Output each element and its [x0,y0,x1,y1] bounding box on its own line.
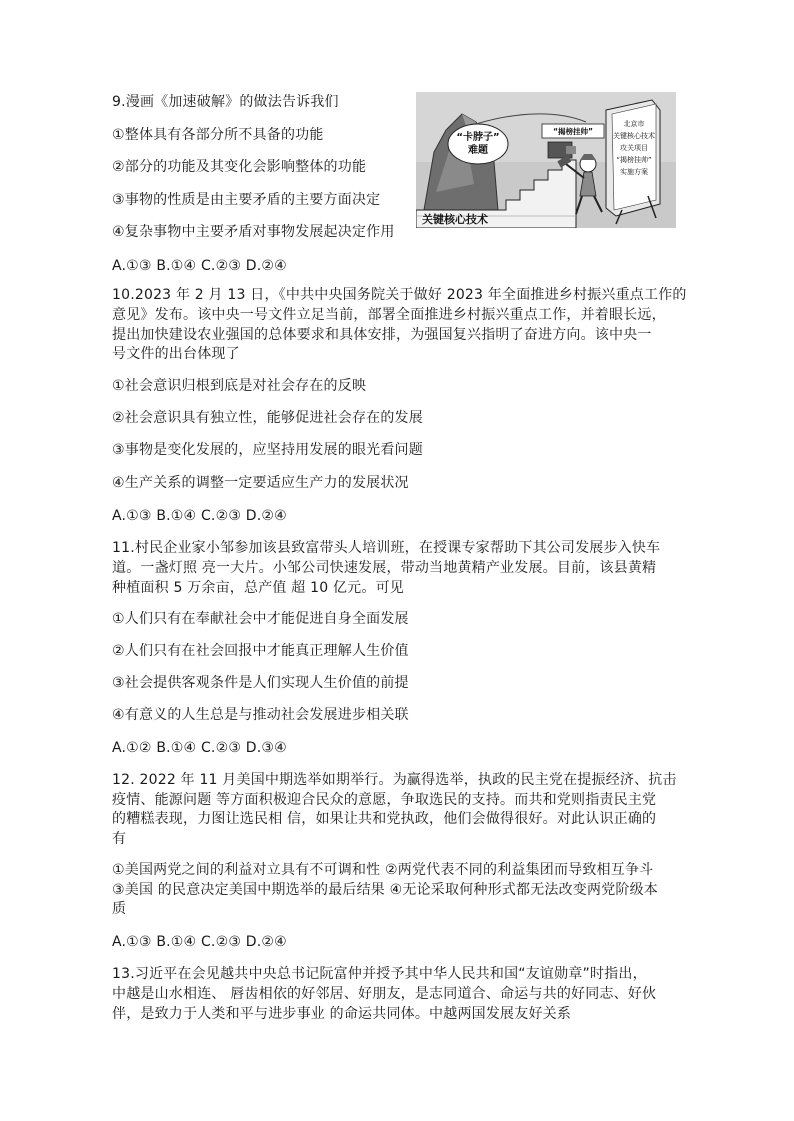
q10-stem-line-1: 10.2023 年 2 月 13 日，《中共中央国务院关于做好 2023 年全面推进乡村振兴重点工作的 [112,287,687,303]
q11-stem-line-1: 11.村民企业家小邹参加该县致富带头人培训班，在授课专家帮助下其公司发展步入快车 [112,540,661,556]
q11-stem-line-3: 种植面积 5 万余亩，总产值 超 10 亿元。可见 [112,580,404,596]
cartoon-book-line4: “揭榜挂帅” [616,156,652,164]
q10-option-2: ②社会意识具有独立性，能够促进社会存在的发展 [112,410,423,426]
cartoon-stairs-label: 关键核心技术 [422,213,488,226]
q12-stem-line-3: 的糟糕表现，力图让选民相 信，如果让共和党执政，他们会做得很好。对此认识正确的 [112,811,657,827]
q13-stem-line-3: 伴，是致力于人类和平与进步事业 的命运共同体。中越两国发展友好关系 [112,1006,572,1022]
q11-option-1: ①人们只有在奉献社会中才能促进自身全面发展 [112,611,409,627]
cartoon-book-line5: 实施方案 [620,168,648,176]
cartoon-bubble-line1: “卡脖子” [456,132,500,143]
q12-option-line-3: 质 [112,901,127,917]
q12-stem-line-1: 12. 2022 年 11 月美国中期选举如期举行。为赢得选举，执政的民主党在提振经济、抗击 [112,772,677,788]
cartoon-book-line3: 攻关项目 [620,144,648,152]
q11-option-2: ②人们只有在社会回报中才能真正理解人生价值 [112,643,409,659]
q11-stem-line-2: 道。一盏灯照 亮一大片。小邹公司快速发展，带动当地黄精产业发展。目前，该县黄精 [112,560,657,576]
q10-option-3: ③事物是变化发展的，应坚持用发展的眼光看问题 [112,442,423,458]
cartoon-sign-text: “揭榜挂帅” [553,127,593,136]
cartoon-bubble-line2: 难题 [468,145,488,156]
cartoon-illustration [416,92,676,228]
cartoon-book-line2: 关键核心技术 [613,132,655,140]
q13-stem-line-2: 中越是山水相连、 唇齿相依的好邻居、好朋友，是志同道合、命运与共的好同志、好伙 [112,986,657,1002]
q9-answer-choices: A.①③ B.①④ C.②③ D.②④ [112,258,287,274]
q10-option-1: ①社会意识归根到底是对社会存在的反映 [112,378,367,394]
cartoon-book-line1: 北京市 [623,120,645,128]
q13-stem-line-1: 13.习近平在会见越共中央总书记阮富仲并授予其中华人民共和国“友谊勋章”时指出， [112,966,647,982]
q10-stem-line-2: 意见》发布。该中央一号文件立足当前，部署全面推进乡村振兴重点工作，并着眼长远， [112,307,666,323]
q11-answer-choices: A.①② B.①④ C.②③ D.③④ [112,740,287,756]
q9-option-2: ②部分的功能及其变化会影响整体的功能 [112,159,367,175]
q9-option-1: ①整体具有各部分所不具备的功能 [112,127,324,143]
q11-option-4: ④有意义的人生总是与推动社会发展进步相关联 [112,707,409,723]
q10-answer-choices: A.①③ B.①④ C.②③ D.②④ [112,508,287,524]
q11-option-3: ③社会提供客观条件是人们实现人生价值的前提 [112,675,409,691]
q9-option-4: ④复杂事物中主要矛盾对事物发展起决定作用 [112,224,395,240]
q10-stem-line-3: 提出加快建设农业强国的总体要求和具体安排，为强国复兴指明了奋进方向。该中央一 [112,327,652,343]
q9-option-3: ③事物的性质是由主要矛盾的主要方面决定 [112,192,381,208]
q12-stem-line-2: 疫情、能源问题 等方面积极迎合民众的意愿，争取选民的支持。而共和党则指责民主党 [112,792,657,808]
q12-option-line-2: ③美国 的民意决定美国中期选举的最后结果 ④无论采取何种形式都无法改变两党阶级本 [112,882,658,898]
q12-answer-choices: A.①③ B.①④ C.②③ D.②④ [112,934,287,950]
q10-stem-line-4: 号文件的出台体现了 [112,346,240,362]
q10-option-4: ④生产关系的调整一定要适应生产力的发展状况 [112,475,409,491]
q12-option-line-1: ①美国两党之间的利益对立具有不可调和性 ②两党代表不同的利益集团而导致相互争斗 [112,862,654,878]
q12-stem-line-4: 有 [112,831,127,847]
q9-stem: 9.漫画《加速破解》的做法告诉我们 [112,94,339,110]
